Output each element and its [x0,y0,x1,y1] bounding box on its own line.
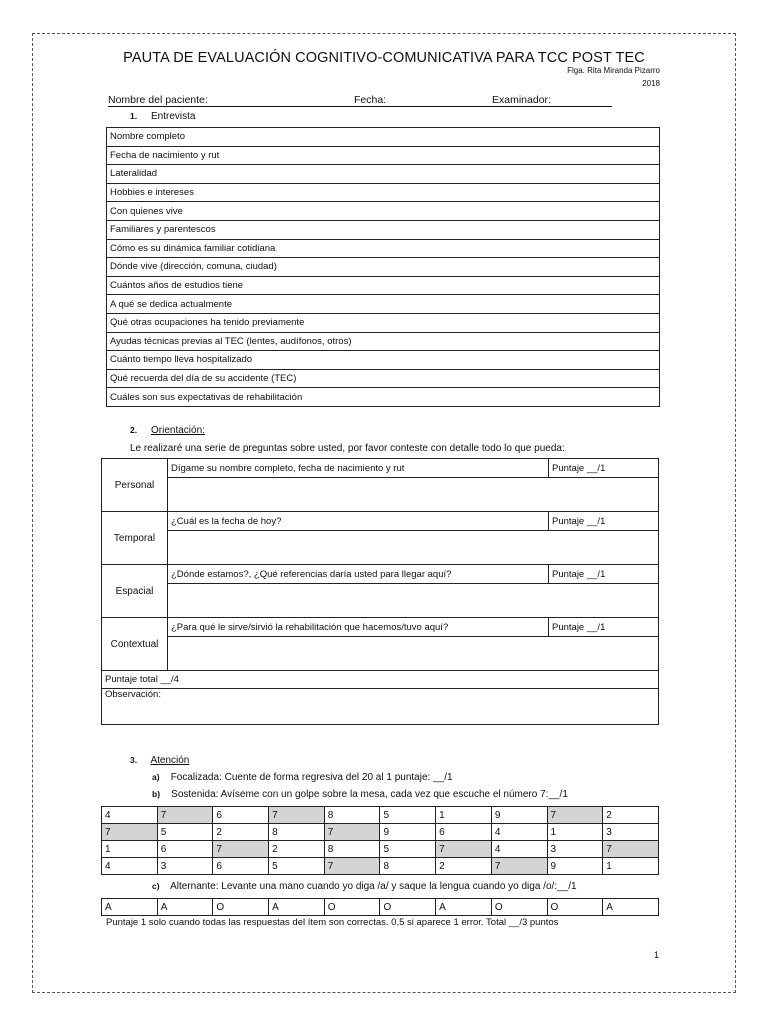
orientation-question: ¿Para qué le sirve/sirvió la rehabilitación que hacemos/tuvo aquí? [168,618,549,637]
orientation-score: Puntaje __/1 [549,618,659,637]
table-row [107,258,660,277]
section3-number: 3. [130,755,138,765]
observation-field[interactable]: Observación: [102,689,659,725]
table-row [102,459,659,478]
item-c-label: c) [152,881,160,891]
alt-cell: O [324,899,380,916]
interview-item: Nombre completo [107,128,660,147]
grid-cell: 1 [547,824,603,841]
interview-item: Qué recuerda del día de su accidente (TEC) [107,369,660,388]
grid-cell: 7 [547,807,603,824]
table-row [102,899,659,916]
grid-cell: 7 [102,824,158,841]
item-a-label: a) [152,772,160,782]
answer-space[interactable] [168,637,659,671]
grid-cell: 3 [157,858,213,875]
table-row [102,584,659,618]
orientation-score: Puntaje __/1 [549,565,659,584]
table-row [102,858,659,875]
table-row [107,369,660,388]
grid-cell: 6 [213,807,269,824]
grid-cell: 9 [491,807,547,824]
orientation-score: Puntaje __/1 [549,512,659,531]
orientation-category: Contextual [102,618,168,671]
interview-item: Cuántos años de estudios tiene [107,276,660,295]
section2-number: 2. [130,425,138,435]
orientation-question: ¿Cuál es la fecha de hoy? [168,512,549,531]
grid-cell: 4 [491,824,547,841]
grid-cell: 8 [380,858,436,875]
orientation-category: Personal [102,459,168,512]
grid-cell: 7 [213,841,269,858]
answer-space[interactable] [168,584,659,618]
table-row [107,332,660,351]
orientation-table [101,458,659,725]
page-number: 1 [654,950,660,960]
grid-cell: 5 [380,841,436,858]
interview-table [106,127,660,407]
grid-cell: 4 [102,858,158,875]
grid-cell: 8 [324,807,380,824]
section3-title: Atención [150,755,190,766]
grid-cell: 2 [436,858,492,875]
alt-cell: O [380,899,436,916]
alt-cell: O [213,899,269,916]
item-c [152,881,577,892]
interview-item: Cómo es su dinámica familiar cotidiana [107,239,660,258]
alt-cell: A [436,899,492,916]
grid-cell: 7 [491,858,547,875]
grid-cell: 7 [603,841,659,858]
grid-cell: 4 [102,807,158,824]
table-row [102,671,659,689]
alt-cell: A [603,899,659,916]
grid-cell: 5 [269,858,325,875]
interview-item: Cuáles son sus expectativas de rehabilitación [107,388,660,407]
table-row [102,618,659,637]
grid-cell: 1 [603,858,659,875]
table-row [102,637,659,671]
interview-item: Dónde vive (dirección, comuna, ciudad) [107,258,660,277]
table-row [107,128,660,147]
alt-cell: O [491,899,547,916]
item-a [152,772,453,783]
table-row [107,183,660,202]
table-row [102,512,659,531]
item-c-text: Alternante: Levante una mano cuando yo diga /a/ y saque la lengua cuando yo diga /o/:__/1 [170,881,577,892]
table-row [107,146,660,165]
patient-label: Nombre del paciente: [108,94,208,106]
interview-item: Con quienes vive [107,202,660,221]
table-row [102,807,659,824]
grid-cell: 5 [380,807,436,824]
grid-cell: 4 [491,841,547,858]
table-row [107,388,660,407]
table-row [107,220,660,239]
grid-cell: 3 [547,841,603,858]
grid-cell: 3 [603,824,659,841]
answer-space[interactable] [168,531,659,565]
grid-cell: 8 [324,841,380,858]
orientation-question: ¿Dónde estamos?, ¿Qué referencias daría usted para llegar aquí? [168,565,549,584]
table-row [107,202,660,221]
interview-item: Lateralidad [107,165,660,184]
table-row [107,295,660,314]
grid-cell: 6 [157,841,213,858]
grid-cell: 2 [603,807,659,824]
document-title: PAUTA DE EVALUACIÓN COGNITIVO-COMUNICATIVA PARA TCC POST TEC [123,50,645,66]
orientation-question: Dígame su nombre completo, fecha de nacimiento y rut [168,459,549,478]
table-row [102,478,659,512]
table-row [107,313,660,332]
grid-cell: 9 [547,858,603,875]
table-row [107,276,660,295]
grid-cell: 1 [102,841,158,858]
date-label: Fecha: [354,94,387,106]
answer-space[interactable] [168,478,659,512]
grid-cell: 7 [157,807,213,824]
grid-cell: 7 [324,858,380,875]
section1-title: Entrevista [151,111,196,122]
examiner-field[interactable] [492,94,612,107]
alt-cell: A [269,899,325,916]
grid-cell: 6 [436,824,492,841]
table-row [107,239,660,258]
interview-item: Fecha de nacimiento y rut [107,146,660,165]
interview-item: Familiares y parentescos [107,220,660,239]
interview-item: Hobbies e intereses [107,183,660,202]
grid-cell: 7 [324,824,380,841]
grid-cell: 5 [157,824,213,841]
orientation-total: Puntaje total __/4 [102,671,659,689]
interview-item: Qué otras ocupaciones ha tenido previamente [107,313,660,332]
table-row [102,824,659,841]
grid-cell: 2 [213,824,269,841]
grid-cell: 6 [213,858,269,875]
table-row [107,351,660,370]
section2-heading [130,425,205,436]
section2-intro: Le realizaré una serie de preguntas sobre usted, por favor conteste con detalle todo lo que pueda: [130,443,565,454]
alt-cell: A [157,899,213,916]
author: Flga. Rita Miranda Pizarro [567,66,660,75]
grid-cell: 1 [436,807,492,824]
table-row [102,689,659,725]
examiner-label: Examinador: [492,94,551,106]
scoring-note: Puntaje 1 solo cuando todas las respuestas del ítem son correctas. 0,5 si aparece 1 error. Total __/3 puntos [106,917,559,928]
date-field[interactable] [354,94,492,107]
item-b-text: Sostenida: Avíseme con un golpe sobre la mesa, cada vez que escuche el número 7:__/1 [171,789,568,800]
section3-heading [130,755,189,766]
orientation-category: Temporal [102,512,168,565]
interview-item: Cuánto tiempo lleva hospitalizado [107,351,660,370]
alt-cell: A [102,899,158,916]
table-row [107,165,660,184]
interview-item: A qué se dedica actualmente [107,295,660,314]
item-b [152,789,568,800]
orientation-score: Puntaje __/1 [549,459,659,478]
grid-cell: 7 [436,841,492,858]
table-row [102,841,659,858]
grid-cell: 7 [269,807,325,824]
table-row [102,565,659,584]
section1-heading [130,111,195,122]
orientation-category: Espacial [102,565,168,618]
item-b-label: b) [152,789,161,799]
grid-cell: 8 [269,824,325,841]
item-a-text: Focalizada: Cuente de forma regresiva del 20 al 1 puntaje: __/1 [170,772,453,783]
alt-cell: O [547,899,603,916]
number-grid [101,806,659,875]
table-row [102,531,659,565]
interview-item: Ayudas técnicas previas al TEC (lentes, audífonos, otros) [107,332,660,351]
grid-cell: 2 [269,841,325,858]
patient-field[interactable] [108,94,354,107]
section2-title: Orientación: [151,425,205,436]
patient-info-line [108,94,612,107]
section1-number: 1. [130,111,138,121]
alternating-table [101,898,659,916]
grid-cell: 9 [380,824,436,841]
year: 2018 [642,79,660,88]
